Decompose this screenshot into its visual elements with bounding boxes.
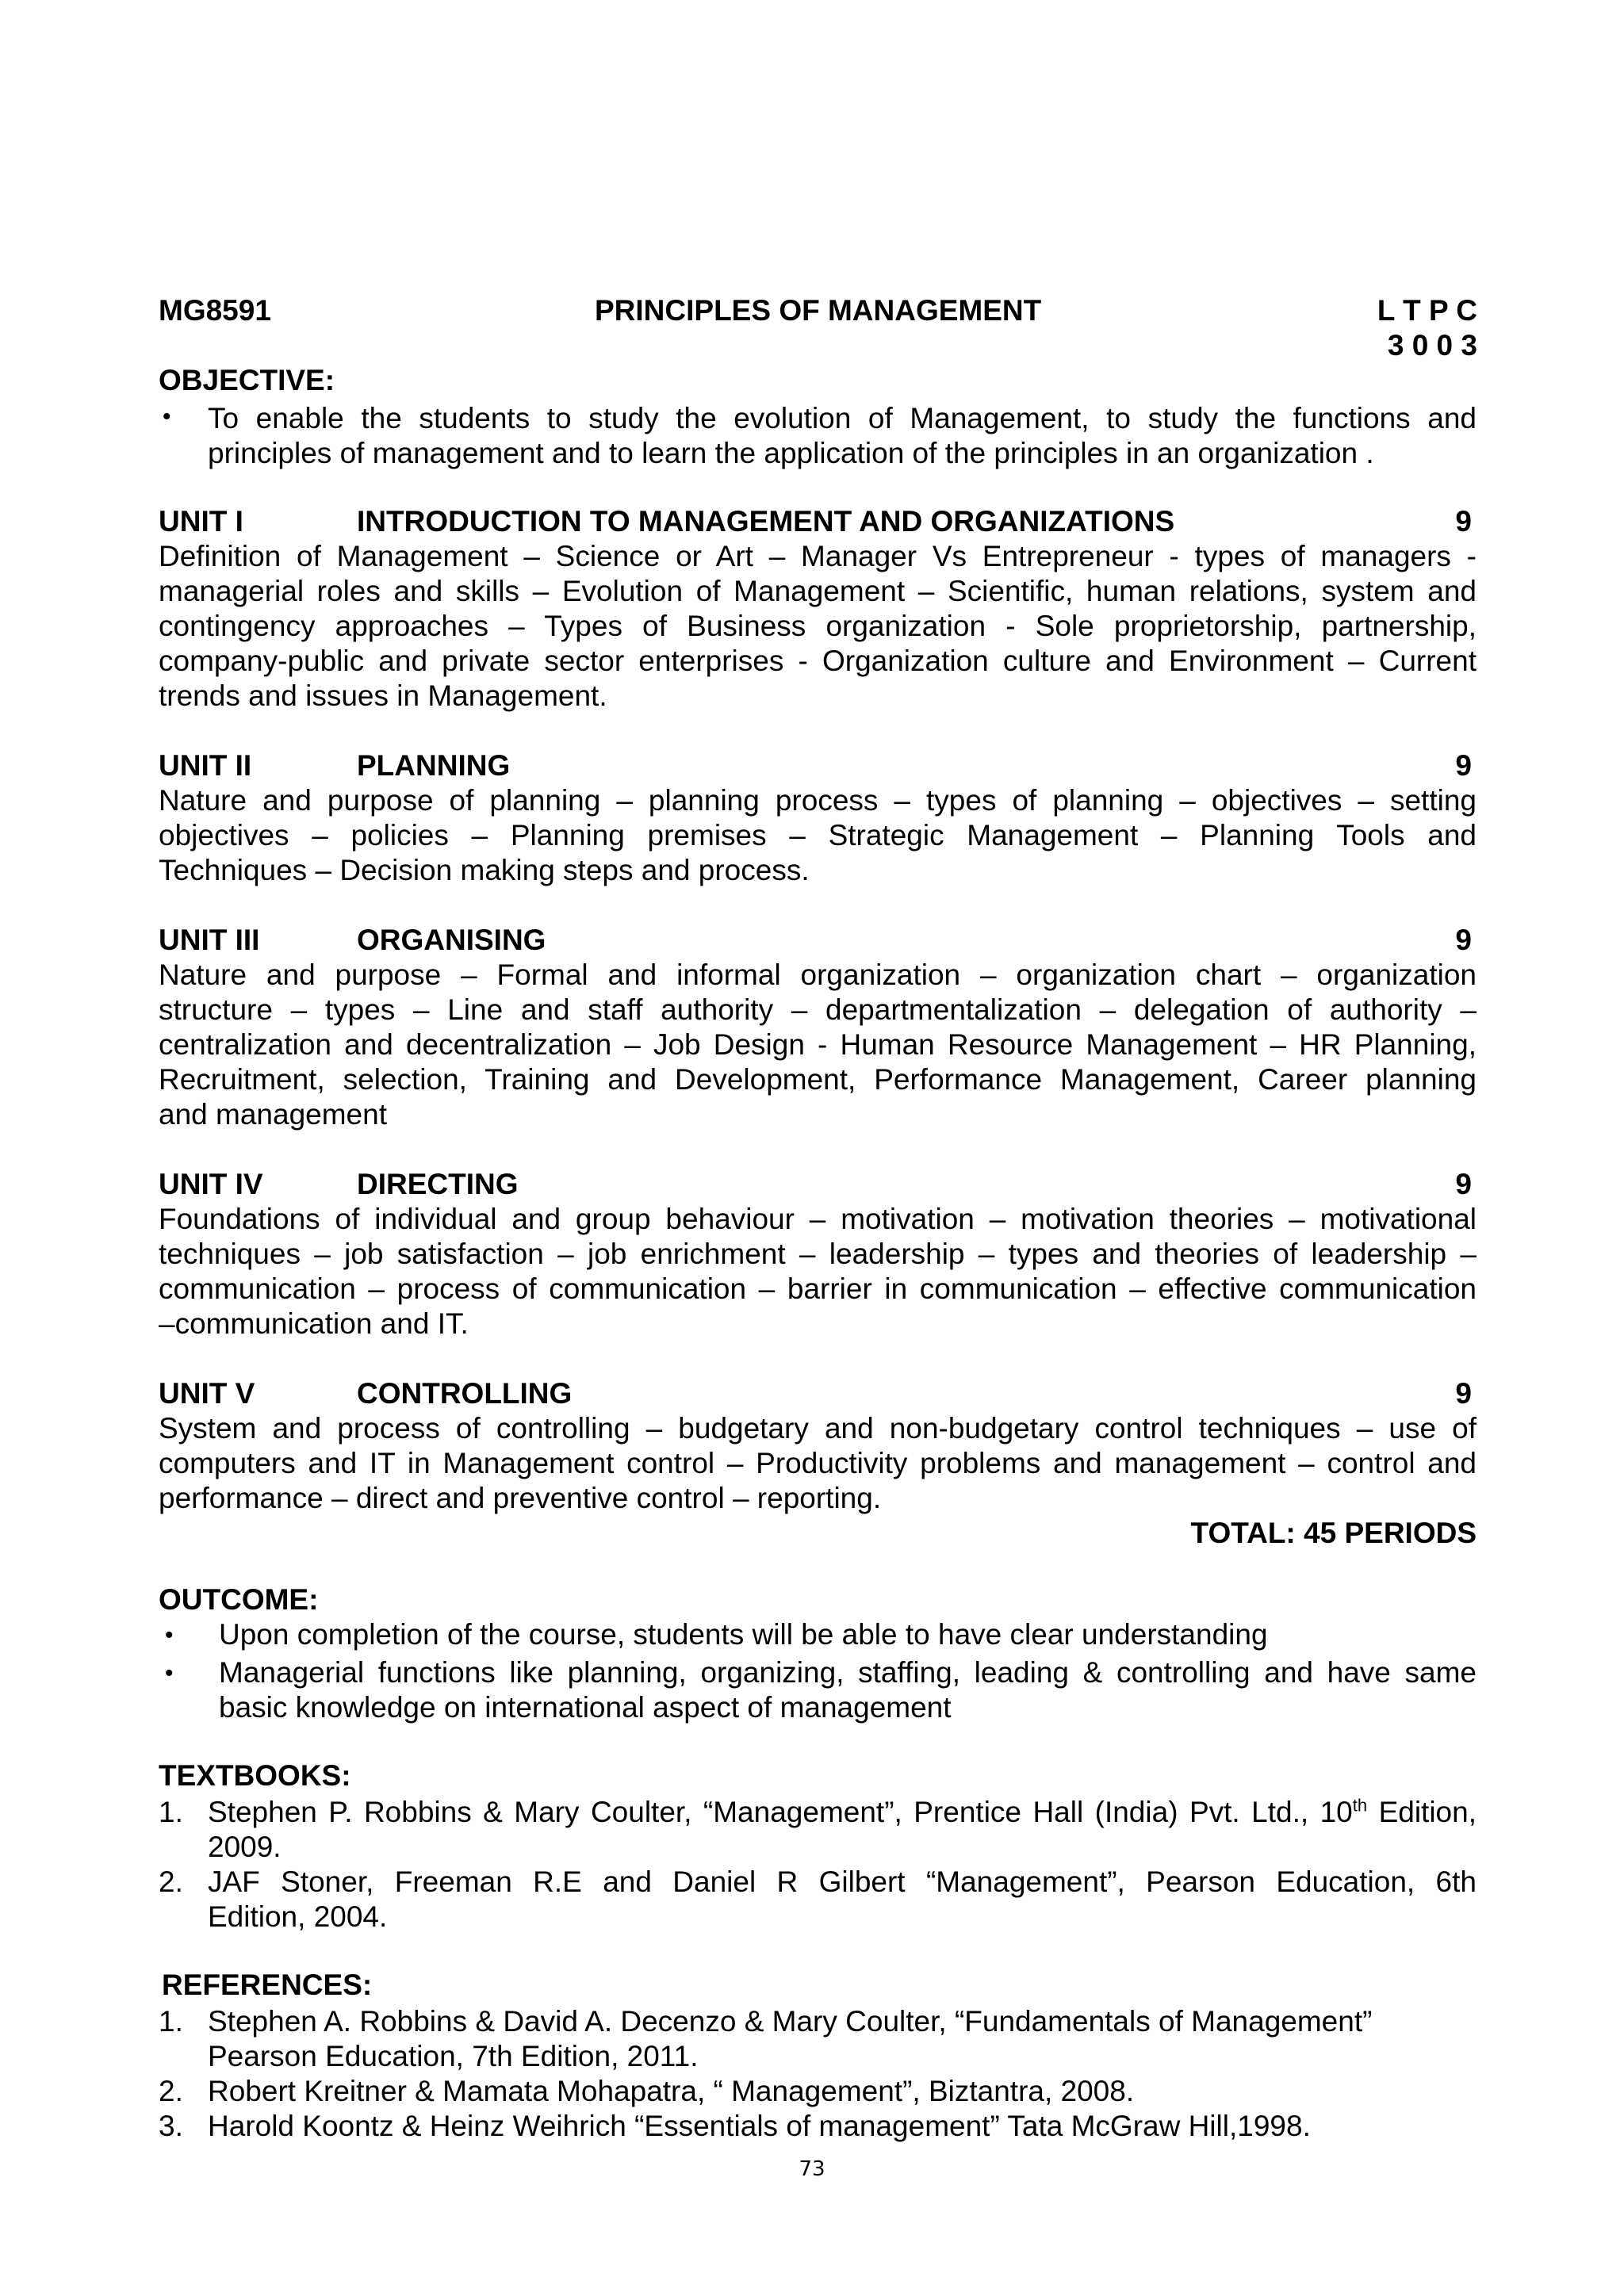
unit-4-label: UNIT IV [159, 1168, 263, 1200]
unit-5-hours: 9 [1455, 1377, 1472, 1410]
unit-5-line: computers and IT in Management control – Productivity problems and management – control and [159, 1447, 1477, 1479]
unit-1-title: INTRODUCTION TO MANAGEMENT AND ORGANIZATIONS [357, 505, 1175, 538]
reference-item: Robert Kreitner & Mamata Mohapatra, “ Management”, Biztantra, 2008. [208, 2075, 1135, 2107]
unit-5-line: performance – direct and preventive control – reporting. [159, 1482, 882, 1514]
unit-1-line: company-public and private sector enterprises - Organization culture and Environment – Current [159, 645, 1477, 677]
unit-2-line: Techniques – Decision making steps and process. [159, 854, 810, 886]
bullet-icon: • [163, 404, 171, 430]
unit-3-line: structure – types – Line and staff authority – departmentalization – delegation of authority – [159, 993, 1477, 1026]
outcome-item: Upon completion of the course, students will be able to have clear understanding [219, 1618, 1268, 1651]
unit-1-line: managerial roles and skills – Evolution of Management – Scientific, human relations, system and [159, 575, 1477, 607]
unit-2-label: UNIT II [159, 749, 252, 782]
textbook-number: 1. [159, 1796, 183, 1828]
outcome-line: basic knowledge on international aspect of management [219, 1691, 952, 1724]
unit-3-hours: 9 [1455, 924, 1472, 956]
unit-3-line: Nature and purpose – Formal and informal organization – organization chart – organization [159, 959, 1477, 991]
unit-4-title: DIRECTING [357, 1168, 519, 1200]
unit-5-content [159, 1411, 1477, 1516]
textbook-line: JAF Stoner, Freeman R.E and Daniel R Gilbert “Management”, Pearson Education, 6th [208, 1866, 1477, 1898]
outcome-heading: OUTCOME: [159, 1583, 319, 1616]
unit-2-line: objectives – policies – Planning premises – Strategic Management – Planning Tools and [159, 819, 1477, 851]
bullet-icon: • [165, 1660, 174, 1686]
unit-1-label: UNIT I [159, 505, 243, 538]
unit-4-content [159, 1202, 1477, 1341]
outcome-item [219, 1655, 1477, 1725]
unit-2-title: PLANNING [357, 749, 511, 782]
unit-3-label: UNIT III [159, 924, 260, 956]
unit-4-line: techniques – job satisfaction – job enrichment – leadership – types and theories of leadership – [159, 1238, 1477, 1270]
outcome-line: Managerial functions like planning, organizing, staffing, leading & controlling and have same [219, 1656, 1477, 1689]
unit-3-line: Recruitment, selection, Training and Development, Performance Management, Career planning [159, 1063, 1477, 1096]
reference-number: 3. [159, 2110, 183, 2142]
ltpc-values: 3 0 0 3 [1387, 329, 1477, 362]
unit-4-line: Foundations of individual and group behaviour – motivation – motivation theories – motivational [159, 1203, 1477, 1235]
course-title: PRINCIPLES OF MANAGEMENT [595, 294, 1042, 327]
textbook-text: Stephen P. Robbins & Mary Coulter, “Management”, Prentice Hall (India) Pvt. Ltd., 10 [208, 1796, 1353, 1828]
unit-3-content [159, 958, 1477, 1132]
objective-line: principles of management and to learn the application of the principles in an organization . [208, 437, 1374, 469]
textbook-text: Edition, [1367, 1796, 1477, 1828]
unit-5-line: System and process of controlling – budgetary and non-budgetary control techniques – use of [159, 1412, 1477, 1445]
objective-heading: OBJECTIVE: [159, 364, 335, 396]
unit-4-line: communication – process of communication – barrier in communication – effective communication [159, 1272, 1477, 1305]
objective-line: To enable the students to study the evolution of Management, to study the functions and [208, 402, 1477, 434]
reference-number: 2. [159, 2075, 183, 2107]
textbook-line: 2009. [208, 1831, 282, 1863]
total-periods: TOTAL: 45 PERIODS [1190, 1517, 1477, 1549]
unit-1-line: contingency approaches – Types of Business organization - Sole proprietorship, partnership, [159, 610, 1477, 642]
textbook-item [208, 1865, 1477, 1934]
unit-3-line: centralization and decentralization – Job Design - Human Resource Management – HR Planning, [159, 1028, 1477, 1061]
reference-item [208, 2004, 1477, 2074]
reference-item: Harold Koontz & Heinz Weihrich “Essentials of management” Tata McGraw Hill,1998. [208, 2110, 1311, 2142]
unit-2-content [159, 783, 1477, 888]
unit-1-content [159, 539, 1477, 714]
page-number: 73 [799, 2157, 825, 2181]
unit-2-hours: 9 [1455, 749, 1472, 782]
unit-1-line: Definition of Management – Science or Art – Manager Vs Entrepreneur - types of managers - [159, 540, 1477, 572]
superscript: th [1352, 1795, 1368, 1816]
unit-1-hours: 9 [1455, 505, 1472, 538]
unit-2-line: Nature and purpose of planning – planning process – types of planning – objectives – setting [159, 784, 1477, 817]
reference-number: 1. [159, 2005, 183, 2038]
unit-3-line: and management [159, 1098, 387, 1131]
textbook-line: Edition, 2004. [208, 1900, 388, 1933]
textbook-item [208, 1795, 1477, 1865]
unit-5-label: UNIT V [159, 1377, 255, 1410]
reference-line: Pearson Education, 7th Edition, 2011. [208, 2040, 699, 2072]
ltpc-labels: L T P C [1377, 294, 1477, 327]
unit-1-line: trends and issues in Management. [159, 679, 607, 712]
references-heading: REFERENCES: [162, 1969, 373, 2001]
bullet-icon: • [165, 1622, 174, 1648]
unit-5-title: CONTROLLING [357, 1377, 573, 1410]
textbooks-heading: TEXTBOOKS: [159, 1759, 351, 1792]
textbook-line [208, 1795, 1477, 1830]
unit-4-line: –communication and IT. [159, 1307, 469, 1340]
course-code: MG8591 [159, 294, 271, 327]
unit-3-title: ORGANISING [357, 924, 546, 956]
textbook-number: 2. [159, 1866, 183, 1898]
unit-4-hours: 9 [1455, 1168, 1472, 1200]
reference-line: Stephen A. Robbins & David A. Decenzo & Mary Coulter, “Fundamentals of Management” [208, 2005, 1373, 2038]
objective-text [208, 401, 1477, 471]
